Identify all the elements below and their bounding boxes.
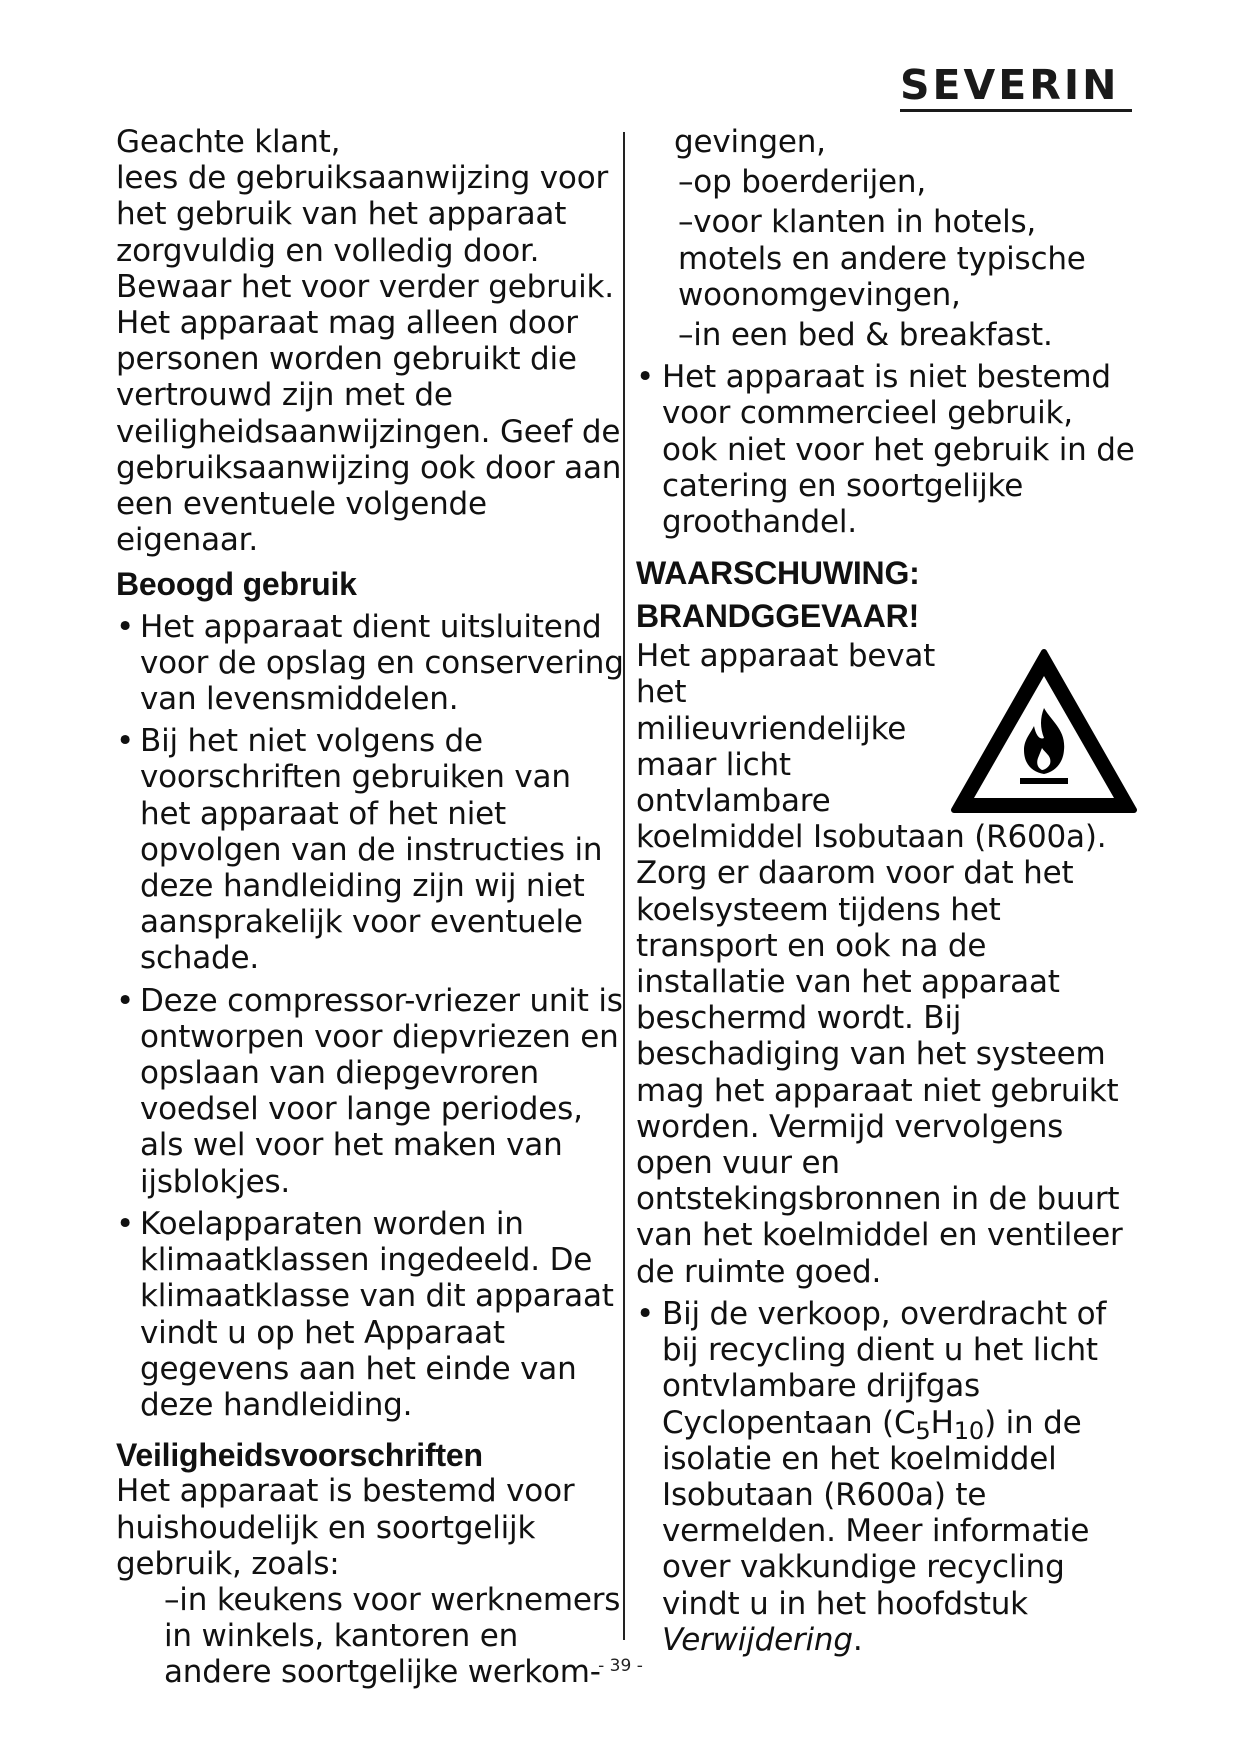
list-item: –voor klanten in hotels, motels en andere typische woonomgevingen, (678, 204, 1086, 313)
recycling-text-part2: ) in de isolatie en het koelmiddel Isobutaan (R600a) te vermelden. Meer informatie over vakkundige recycling vindt u in het hoofdstuk (662, 1404, 1090, 1622)
warning-text: Het apparaat bevat het milieuvriendelijke maar licht ontvlambare koelmiddel Isobutaan (R600a). Zorg er daarom voor dat het koelsysteem tijdens het transport en ook na de installatie van het apparaat beschermd wordt. Bij beschadiging van het systeem mag het apparaat niet gebruikt worden. Vermijd vervolgens open vuur en ontstekingsbronnen in de buurt van het koelmiddel en ventileer de ruimte goed. (636, 638, 1123, 1290)
list-item: • Koelapparaten worden in klimaatklassen ingedeeld. De klimaatklasse van dit apparaat vindt u op het Apparaat gegevens aan het einde van deze handleiding. (116, 1206, 626, 1423)
list-item: • Het apparaat dient uitsluitend voor de opslag en conservering van levensmiddelen. (116, 609, 626, 718)
list-item: • Het apparaat is niet bestemd voor commercieel gebruik, ook niet voor het gebruik in de catering en soortgelijke groothandel. (636, 359, 1136, 540)
disposal-reference: Verwijdering (662, 1621, 853, 1658)
column-divider (623, 132, 625, 1640)
recycling-text-part1: Bij de verkoop, overdracht of bij recycling dient u het licht ontvlambare drijfgas Cyclopentaan (C (662, 1295, 1107, 1441)
fire-hazard-title: BRANDGGEVAAR! (636, 598, 920, 635)
subscript-5: 5 (915, 1416, 931, 1445)
usage-contexts-continued (636, 164, 1136, 353)
section-title-safety: Veiligheidsvoorschriften (116, 1437, 483, 1474)
flammable-warning-icon (948, 646, 1140, 818)
right-column (636, 124, 1136, 1658)
intended-use-list (116, 609, 626, 1423)
list-item: –in een bed & breakfast. (678, 317, 1053, 354)
subscript-10: 10 (953, 1416, 985, 1445)
warning-title: WAARSCHUWING: (636, 555, 920, 592)
page-number: - 39 - (598, 1656, 643, 1676)
list-item: • Bij het niet volgens de voorschriften gebruiken van het apparaat of het niet opvolgen van de instructies in deze handleiding zijn wij niet aansprakelijk voor eventuele schade. (116, 723, 626, 976)
greeting: Geachte klant, (116, 124, 341, 160)
list-item: • Deze compressor-vriezer unit is ontworpen voor diepvriezen en opslaan van diepgevroren voedsel voor lange periodes, als wel voor het maken van ijsblokjes. (116, 983, 626, 1200)
list-item: –in keukens voor werknemers in winkels, kantoren en andere soortgelijke werkom- (164, 1581, 621, 1691)
commercial-use-list (636, 359, 1136, 540)
list-item (636, 1296, 1136, 1658)
safety-intro: Het apparaat is bestemd voor huishoudelijk en soortgelijk gebruik, zoals: (116, 1473, 575, 1582)
brand-logo: SEVERIN (900, 62, 1132, 112)
recycling-text-end: . (852, 1621, 863, 1658)
continued-text: gevingen, (674, 124, 826, 160)
recycling-list (636, 1296, 1136, 1658)
recycling-text-h: H (930, 1404, 954, 1441)
section-title-intended-use: Beoogd gebruik (116, 566, 357, 603)
intro-text: lees de gebruiksaanwijzing voor het gebruik van het apparaat zorgvuldig en volledig door. Bewaar het voor verder gebruik. Het apparaat mag alleen door personen worden gebruikt die vertrouwd zijn met de veiligheidsaanwijzingen. Geef de gebruiksaanwijzing ook door aan een eventuele volgende eigenaar. (116, 160, 622, 559)
list-item: –op boerderijen, (678, 164, 927, 201)
left-column (116, 124, 626, 1691)
warning-block (636, 638, 1136, 1290)
